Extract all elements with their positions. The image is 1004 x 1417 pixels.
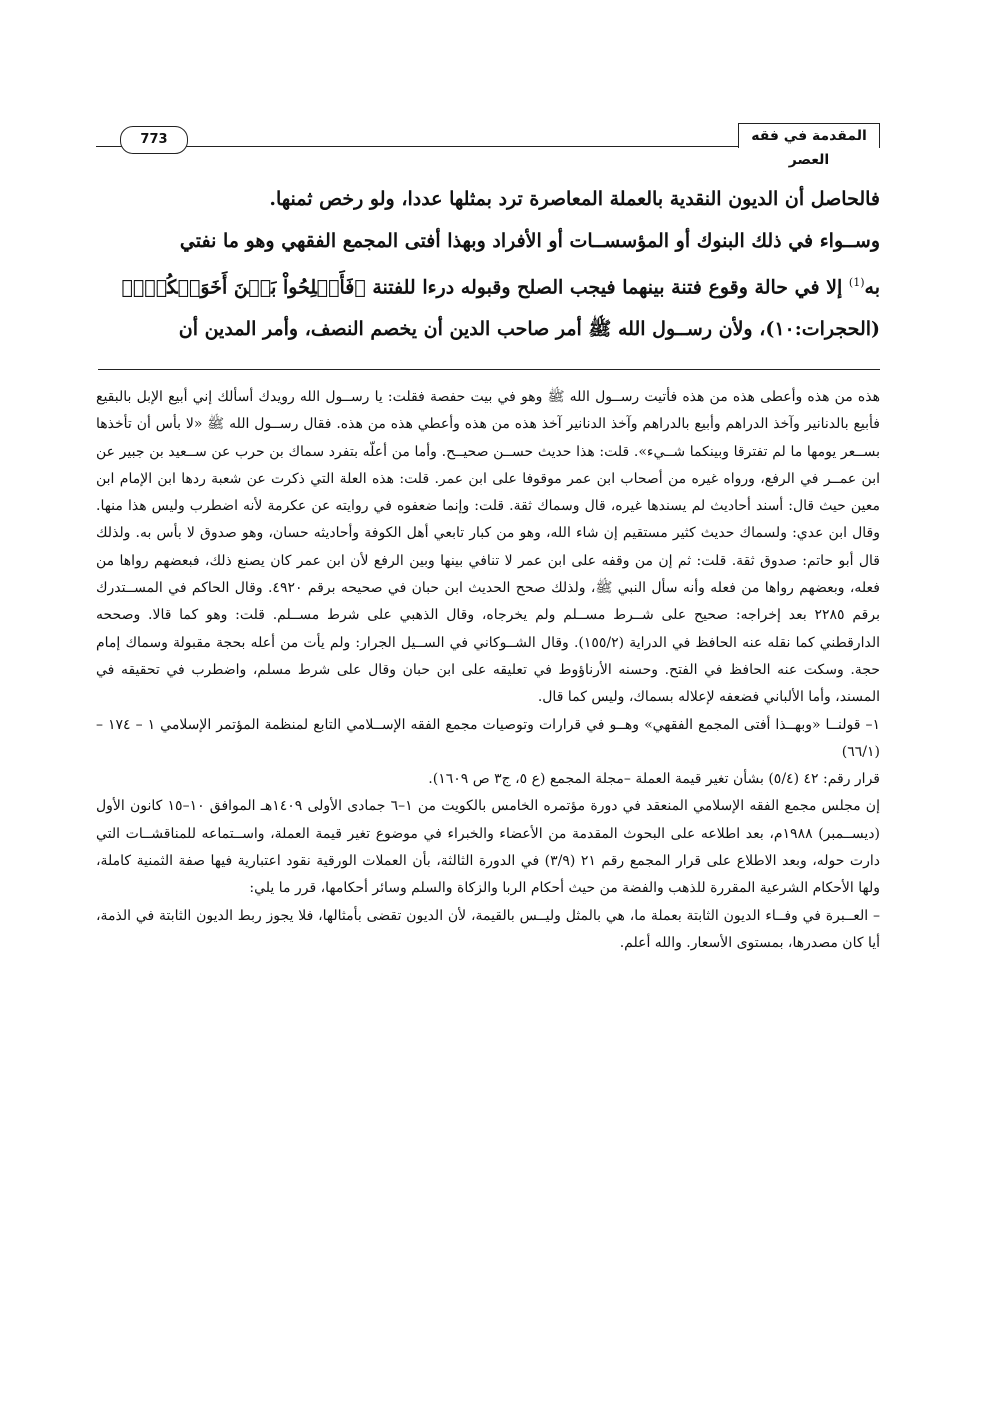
main-line-1: فالحاصل أن الديون النقدية بالعملة المعاصرة ترد بمثلها عددا، ولو رخص ثمنها. [269, 188, 880, 210]
footnote-paragraph: قرار رقم: ٤٢ (٥/٤) بشأن تغير قيمة العملة –مجلة المجمع (ع ٥، ج٣ ص ١٦٠٩). [428, 771, 880, 788]
main-line-2: وســواء في ذلك البنوك أو المؤسســات أو الأفراد وبهذا أفتى المجمع الفقهي وهو ما نفتي [179, 230, 880, 252]
page-number: 773 [120, 126, 188, 154]
main-line-3-mid: إلا في حالة وقوع فتنة بينهما فيجب الصلح وقبوله درءا للفتنة [365, 276, 849, 299]
footnote-paragraph: – العــبرة في وفــاء الديون الثابتة بعملة ما، هي بالمثل وليــس بالقيمة، لأن الديون تقضى بأمثالها، فلا يجوز ربط الديون الثابتة في الذمة، أيا كان مصدرها، بمستوى الأسعار. والله أعلم. [96, 907, 880, 951]
main-text [96, 178, 880, 350]
footnote-paragraph: هذه من هذه وأعطى هذه من هذه فأتيت رســول الله ﷺ وهو في بيت حفصة فقلت: يا رســول الله رويدك أسألك إني أبيع الإبل بالبقيع فأبيع بالدنانير وآخذ الدراهم وأبيع بالدراهم وآخذ الدنانير آخذ هذه من هذه وأعطي هذه من هذه. فقال رســول الله ﷺ «لا بأس أن تأخذها بســعر يومها ما لم تفترقا وبينكما شــيء». قلت: هذا حديث حســن صحيــح. وأما من أعلّه بتفرد سماك بن حرب عن ســعيد بن جبير عن ابن عمــر في الرفع، ورواه غيره من أصحاب ابن عمر موقوفا على ابن عمر. قلت: هذه العلة التي ذكرت عن شعبة ردها ابن الإمام ابن معين حيث قال: أسند أحاديث لم يسندها غيره، قال وسماك ثقة. قلت: وإنما ضعفوه في روايته عن عكرمة لأنه اضطرب وليس هذا منها. وقال ابن عدي: ولسماك حديث كثير مستقيم إن شاء الله، وهو من كبار تابعي أهل الكوفة وأحاديثه حسان، وهو صدوق لا بأس به. ولذلك قال أبو حاتم: صدوق ثقة. قلت: ثم إن من وقفه على ابن عمر لا تنافي بينها وبين الرفع لأن ابن عمر كان يصنع ذلك، فبعضهم رواها من فعله، وبعضهم رواها من فعله وأنه سأل النبي ﷺ، ولذلك صحح الحديث ابن حبان في صحيحه برقم ٤٩٢٠. وقال الحاكم في المســتدرك برقم ٢٢٨٥ بعد إخراجه: صحيح على شــرط مســلم ولم يخرجاه، وقال الذهبي على شرط مســلم. قلت: وهو كما قالا. وصححه الدارقطني كما نقله عنه الحافظ في الدراية (١٥٥/٢). وقال الشــوكاني في الســيل الجرار: ولم يأت من أعله بحجة مقبولة وسماك إمام حجة. وسكت عنه الحافظ في الفتح. وحسنه الأرناؤوط في تعليقه على ابن حبان وقال على شرط مسلم، واضطرب في تحقيقه في المسند، وأما الألباني فضعفه لإعلاله بسماك، وليس كما قال. [96, 389, 880, 706]
footnote-paragraph: ١– قولنــا «وبهــذا أفتى المجمع الفقهي» وهــو في قرارات وتوصيات مجمع الفقه الإســلامي التابع لمنظمة المؤتمر الإسلامي ١ – ١٧٤ – (٦٦/١) [96, 716, 880, 760]
footnote-paragraph: إن مجلس مجمع الفقه الإسلامي المنعقد في دورة مؤتمره الخامس بالكويت من ١–٦ جمادى الأولى ١٤٠٩هـ الموافق ١٠–١٥ كانون الأول (ديســمبر) ١٩٨٨م، بعد اطلاعه على البحوث المقدمة من الأعضاء والخبراء في موضوع تغير قيمة العملة، واســتماعه للمناقشــات التي دارت حوله، وبعد الاطلاع على قرار المجمع رقم ٢١ (٣/٩) في الدورة الثالثة، بأن العملات الورقية نقود اعتبارية فيها صفة الثمنية كاملة، ولها الأحكام الشرعية المقررة للذهب والفضة من حيث أحكام الربا والزكاة والسلم وسائر أحكامها، قرر ما يلي: [96, 798, 880, 897]
main-line-4: (الحجرات:١٠)، ولأن رســول الله ﷺ أمر صاحب الدين أن يخصم النصف، وأمر المدين أن [178, 318, 880, 341]
footnote-ref-1[interactable]: (1) [848, 276, 865, 289]
running-title: المقدمة في فقه العصر [738, 123, 880, 148]
footnotes [96, 384, 880, 957]
quran-verse: ﴿فَأَصۡلِحُواْ بَيۡنَ أَخَوَيۡكُمۡۚ﴾ [121, 276, 366, 299]
main-line-3-start: به [864, 276, 880, 299]
main-line-3 [96, 262, 880, 308]
footnote-separator [98, 369, 880, 370]
